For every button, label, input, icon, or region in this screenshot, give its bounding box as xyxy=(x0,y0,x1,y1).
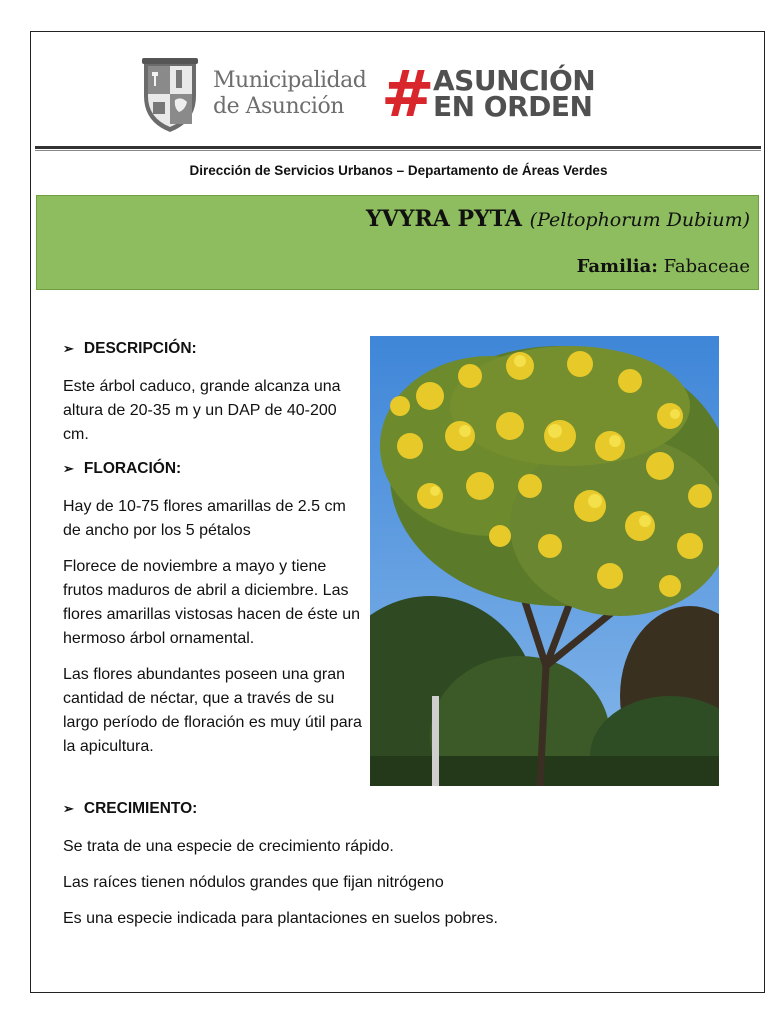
family-value: Fabaceae xyxy=(663,256,750,277)
arrow-bullet-icon: ➢ xyxy=(63,801,74,816)
species-banner xyxy=(36,195,759,290)
paragraph: Se trata de una especie de crecimiento rápido. xyxy=(63,838,394,855)
muni-line-2: de Asunción xyxy=(213,94,344,119)
paragraph: Las raíces tienen nódulos grandes que fijan nitrógeno xyxy=(63,874,444,891)
header-divider xyxy=(35,146,761,149)
section-descripcion xyxy=(63,337,363,447)
department-subtitle: Dirección de Servicios Urbanos – Departamento de Áreas Verdes xyxy=(189,163,608,178)
family-label: Familia: xyxy=(576,256,658,277)
common-name: YVYRA PYTA xyxy=(366,206,522,232)
scientific-name: (Peltophorum Dubium) xyxy=(529,209,750,231)
heading-text: DESCRIPCIÓN: xyxy=(83,340,197,357)
paragraph: Es una especie indicada para plantaciones en suelos pobres. xyxy=(63,910,498,927)
info-sheet-page xyxy=(30,31,765,993)
section-heading xyxy=(63,457,363,481)
section-floracion xyxy=(63,457,363,759)
campaign-hash: # xyxy=(381,58,433,132)
arrow-bullet-icon: ➢ xyxy=(63,341,74,356)
muni-line-1: Municipalidad xyxy=(213,68,367,93)
tree-photo xyxy=(370,336,719,786)
municipality-name xyxy=(213,68,366,120)
coat-of-arms-logo xyxy=(138,56,202,134)
paragraph: Este árbol caduco, grande alcanza una altura de 20-35 m y un DAP de 40-200 cm. xyxy=(63,378,341,443)
family-line xyxy=(577,256,750,277)
header-divider-thin xyxy=(35,150,761,151)
campaign-line-2: EN ORDEN xyxy=(433,90,593,123)
paragraph: Florece de noviembre a mayo y tiene frutos maduros de abril a diciembre. Las flores amarillas vistosas hacen de éste un hermoso árbol ornamental. xyxy=(63,558,361,647)
paragraph: Las flores abundantes poseen una gran cantidad de néctar, que a través de su largo período de floración es muy útil para la apicultura. xyxy=(63,666,362,755)
section-heading xyxy=(63,797,703,821)
section-crecimiento xyxy=(63,797,703,931)
section-heading xyxy=(63,337,363,361)
paragraph: Hay de 10-75 flores amarillas de 2.5 cm de ancho por los 5 pétalos xyxy=(63,498,346,539)
heading-text: CRECIMIENTO: xyxy=(83,800,198,817)
heading-text: FLORACIÓN: xyxy=(83,460,182,477)
arrow-bullet-icon: ➢ xyxy=(63,461,74,476)
species-title xyxy=(366,206,750,232)
campaign-line-1: ASUNCIÓN xyxy=(433,64,596,97)
